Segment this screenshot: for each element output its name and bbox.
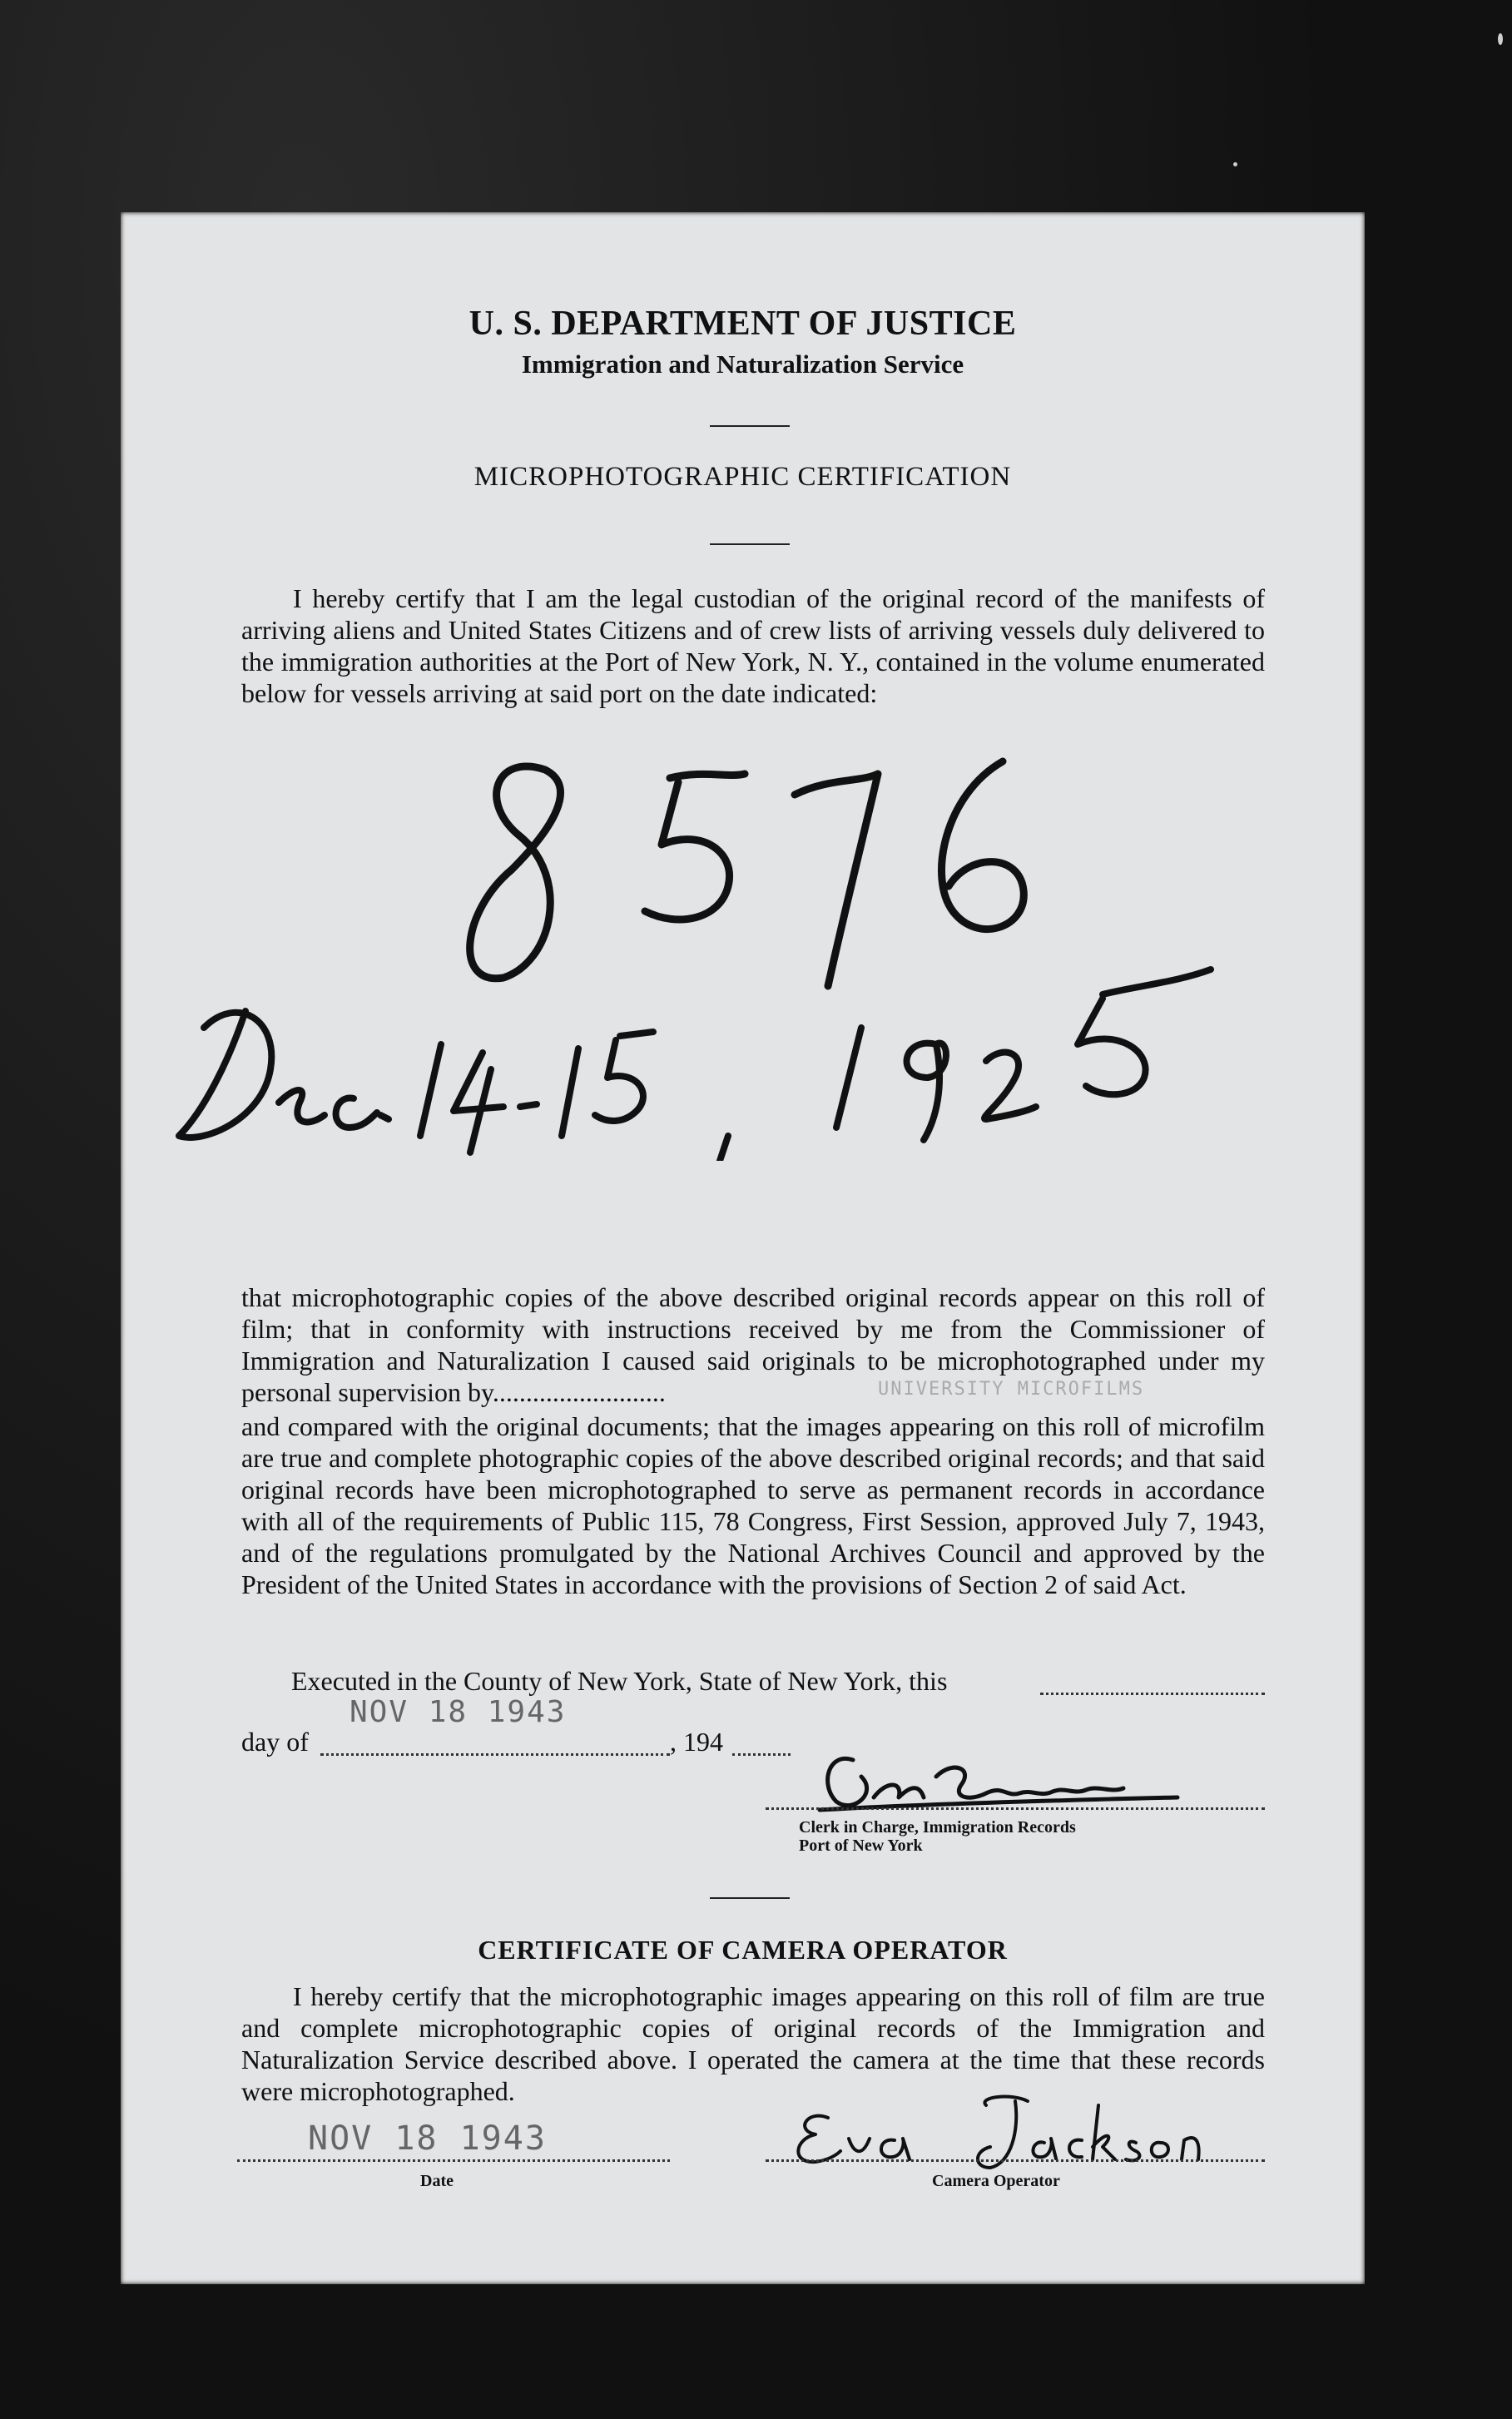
film-speck — [1498, 33, 1503, 45]
camera-operator-label: Camera Operator — [932, 2172, 1060, 2190]
date-line — [237, 2159, 670, 2162]
supervision-text: that microphotographic copies of the above described original records appear on this roll of film; that in conformity with instructions received by me from the Commissioner of Immigration and Naturalization I caused said originals to be microphotographed under my personal supervision by — [241, 1282, 1265, 1407]
clerk-signature — [795, 1735, 1186, 1827]
divider — [710, 425, 790, 427]
date-label: Date — [420, 2172, 454, 2190]
department-heading: U. S. DEPARTMENT OF JUSTICE — [468, 305, 1017, 343]
year-prefix: , 194 — [670, 1727, 723, 1757]
year-blank — [732, 1753, 791, 1756]
divider — [710, 1897, 790, 1899]
compliance-statement: and compared with the original documents; that the images appearing on this roll of microfilm are true and complete photographic copies of the above described original records; and that said original records have been microphotographed to serve as permanent records in accordance with all of the requirements of Public 115, 78 Congress, First Session, approved July 7, 1943, and of the regulations promulgated by the National Archives Council and approved by the President of the United States in accordance with the provisions of Section 2 of said Act. — [241, 1411, 1265, 1599]
camera-operator-statement: I hereby certify that the microphotographic images appearing on this roll of film are true and complete microphotographic copies of original records of the Immigration and Naturalization Service described above. I operated the camera at the time that these records were microphotographed. — [241, 1981, 1265, 2106]
day-of-blank — [320, 1753, 670, 1756]
day-of-label: day of — [241, 1727, 309, 1757]
service-subheading: Immigration and Naturalization Service — [521, 349, 964, 379]
clerk-port: Port of New York — [799, 1837, 923, 1855]
film-speck — [1233, 162, 1237, 166]
executed-date-stamp: NOV 18 1943 — [349, 1695, 567, 1729]
divider — [710, 543, 790, 545]
custodian-statement: I hereby certify that I am the legal custodian of the original record of the manifests of arriving aliens and United States Citizens and of crew lists of arriving vessels duly delivered to the immigration authorities at the Port of New York, N. Y., contained in the volume enumerated below for vessels arriving at said port on the date indicated: — [241, 583, 1265, 708]
dotted-fill: .......................... — [492, 1377, 666, 1407]
document-title: MICROPHOTOGRAPHIC CERTIFICATION — [473, 462, 1012, 492]
camera-operator-line — [766, 2159, 1265, 2162]
certification-document — [121, 212, 1365, 2284]
clerk-title: Clerk in Charge, Immigration Records — [799, 1818, 1076, 1837]
executed-line: Executed in the County of New York, State of New York, this — [291, 1666, 948, 1696]
handwritten-date-range — [154, 961, 1269, 1161]
camera-date-stamp: NOV 18 1943 — [308, 2119, 547, 2158]
executed-day-blank — [1040, 1693, 1265, 1695]
microfilm-company-stamp: UNIVERSITY MICROFILMS — [878, 1379, 1145, 1400]
clerk-signature-line — [766, 1807, 1265, 1810]
camera-operator-heading: CERTIFICATE OF CAMERA OPERATOR — [478, 1935, 1008, 1965]
